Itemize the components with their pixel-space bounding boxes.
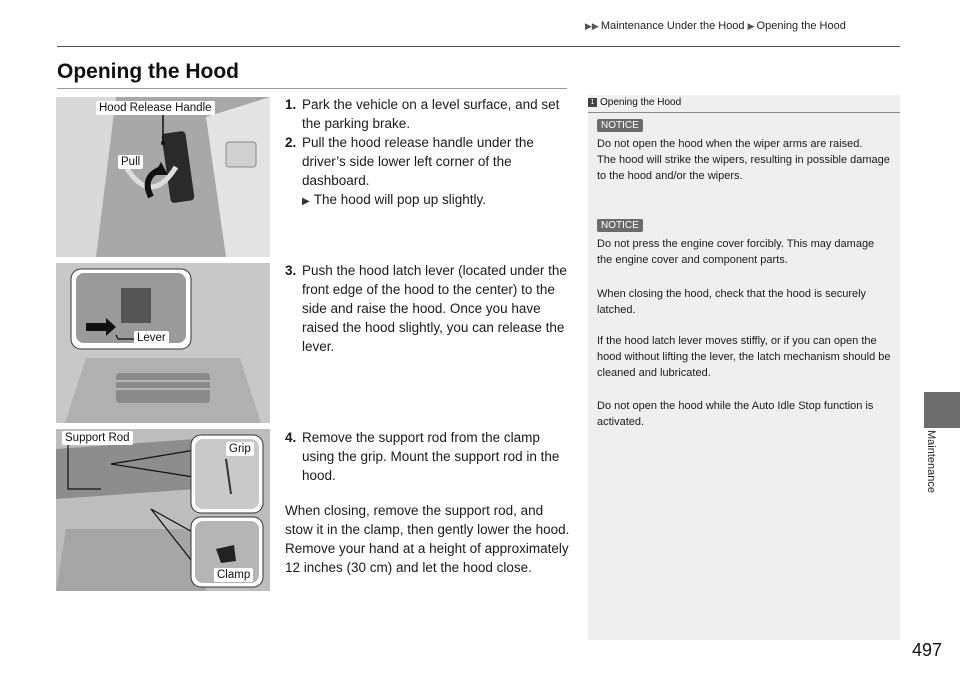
grip-label: Grip xyxy=(226,442,254,456)
section-tab-marker[interactable] xyxy=(924,392,960,428)
hood-latch-lever-figure xyxy=(56,263,270,423)
reference-icon: 1 xyxy=(588,98,597,107)
page-number: 497 xyxy=(912,640,943,660)
hood-release-handle-figure xyxy=(56,97,270,257)
clamp-label: Clamp xyxy=(214,568,253,582)
result-arrow-icon: ▶ xyxy=(302,196,310,207)
notes-divider xyxy=(588,112,900,113)
support-rod-figure xyxy=(56,429,270,591)
step-3 xyxy=(285,261,570,356)
step-result xyxy=(302,190,570,211)
support-rod-label: Support Rod xyxy=(62,431,133,445)
breadcrumb-arrow-icon: ▶ xyxy=(747,21,755,31)
notes-heading-text: Opening the Hood xyxy=(600,97,682,108)
notice-1-text: Do not open the hood when the wiper arms are raised. The hood will strike the wipers, resulting in possible damage to the hood and/or the wipers. xyxy=(597,138,890,182)
breadcrumb-item-page[interactable]: Opening the Hood xyxy=(756,20,846,32)
step-text: Push the hood latch lever (located under the front edge of the hood to the center) to the side and raise the hood. Once you have raised the hood slightly, you can release the lever. xyxy=(302,263,567,354)
step-4 xyxy=(285,428,570,485)
notice-badge: NOTICE xyxy=(597,119,643,132)
header-divider xyxy=(57,46,900,47)
note-closing-hood: When closing the hood, check that the hood is securely latched. xyxy=(597,288,867,316)
step-number: 4. xyxy=(285,430,297,445)
hood-release-handle-label: Hood Release Handle xyxy=(96,101,215,115)
notes-heading xyxy=(588,97,681,108)
notice-badge: NOTICE xyxy=(597,219,643,232)
pull-label: Pull xyxy=(118,155,143,169)
step-number: 3. xyxy=(285,263,297,278)
title-divider xyxy=(57,88,567,89)
step-text: Pull the hood release handle under the driver’s side lower left corner of the dashboard. xyxy=(302,135,534,188)
step-text: Remove the support rod from the clamp using the grip. Mount the support rod in the hood. xyxy=(302,430,560,483)
breadcrumb-item-section[interactable]: Maintenance Under the Hood xyxy=(600,20,745,32)
step-1 xyxy=(285,95,570,133)
step-text: Park the vehicle on a level surface, and set the parking brake. xyxy=(302,97,560,131)
note-latch-lubrication: If the hood latch lever moves stiffly, or if you can open the hood without lifting the lever, the latch mechanism should be cleaned and lubricated. xyxy=(597,335,891,379)
section-tab-label xyxy=(925,430,955,510)
closing-text: When closing, remove the support rod, and stow it in the clamp, then gently lower the hood. Remove your hand at a height of approximately 12 inches (30 cm) and let the hood close. xyxy=(285,503,570,575)
note-auto-idle-stop: Do not open the hood while the Auto Idle Stop function is activated. xyxy=(597,400,874,428)
step-number: 1. xyxy=(285,97,297,112)
step-2 xyxy=(285,133,570,211)
closing-paragraph xyxy=(285,501,570,577)
lever-label: Lever xyxy=(134,331,169,345)
step-number: 2. xyxy=(285,135,297,150)
breadcrumb-arrow-icon: ▶▶ xyxy=(585,21,599,31)
page-title: Opening the Hood xyxy=(57,60,239,83)
step-result-text: The hood will pop up slightly. xyxy=(313,192,487,207)
section-tab-text: Maintenance xyxy=(925,430,937,493)
notice-2-text: Do not press the engine cover forcibly. This may damage the engine cover and component parts. xyxy=(597,238,875,266)
breadcrumb xyxy=(585,20,846,32)
dashboard-illustration xyxy=(56,97,270,257)
